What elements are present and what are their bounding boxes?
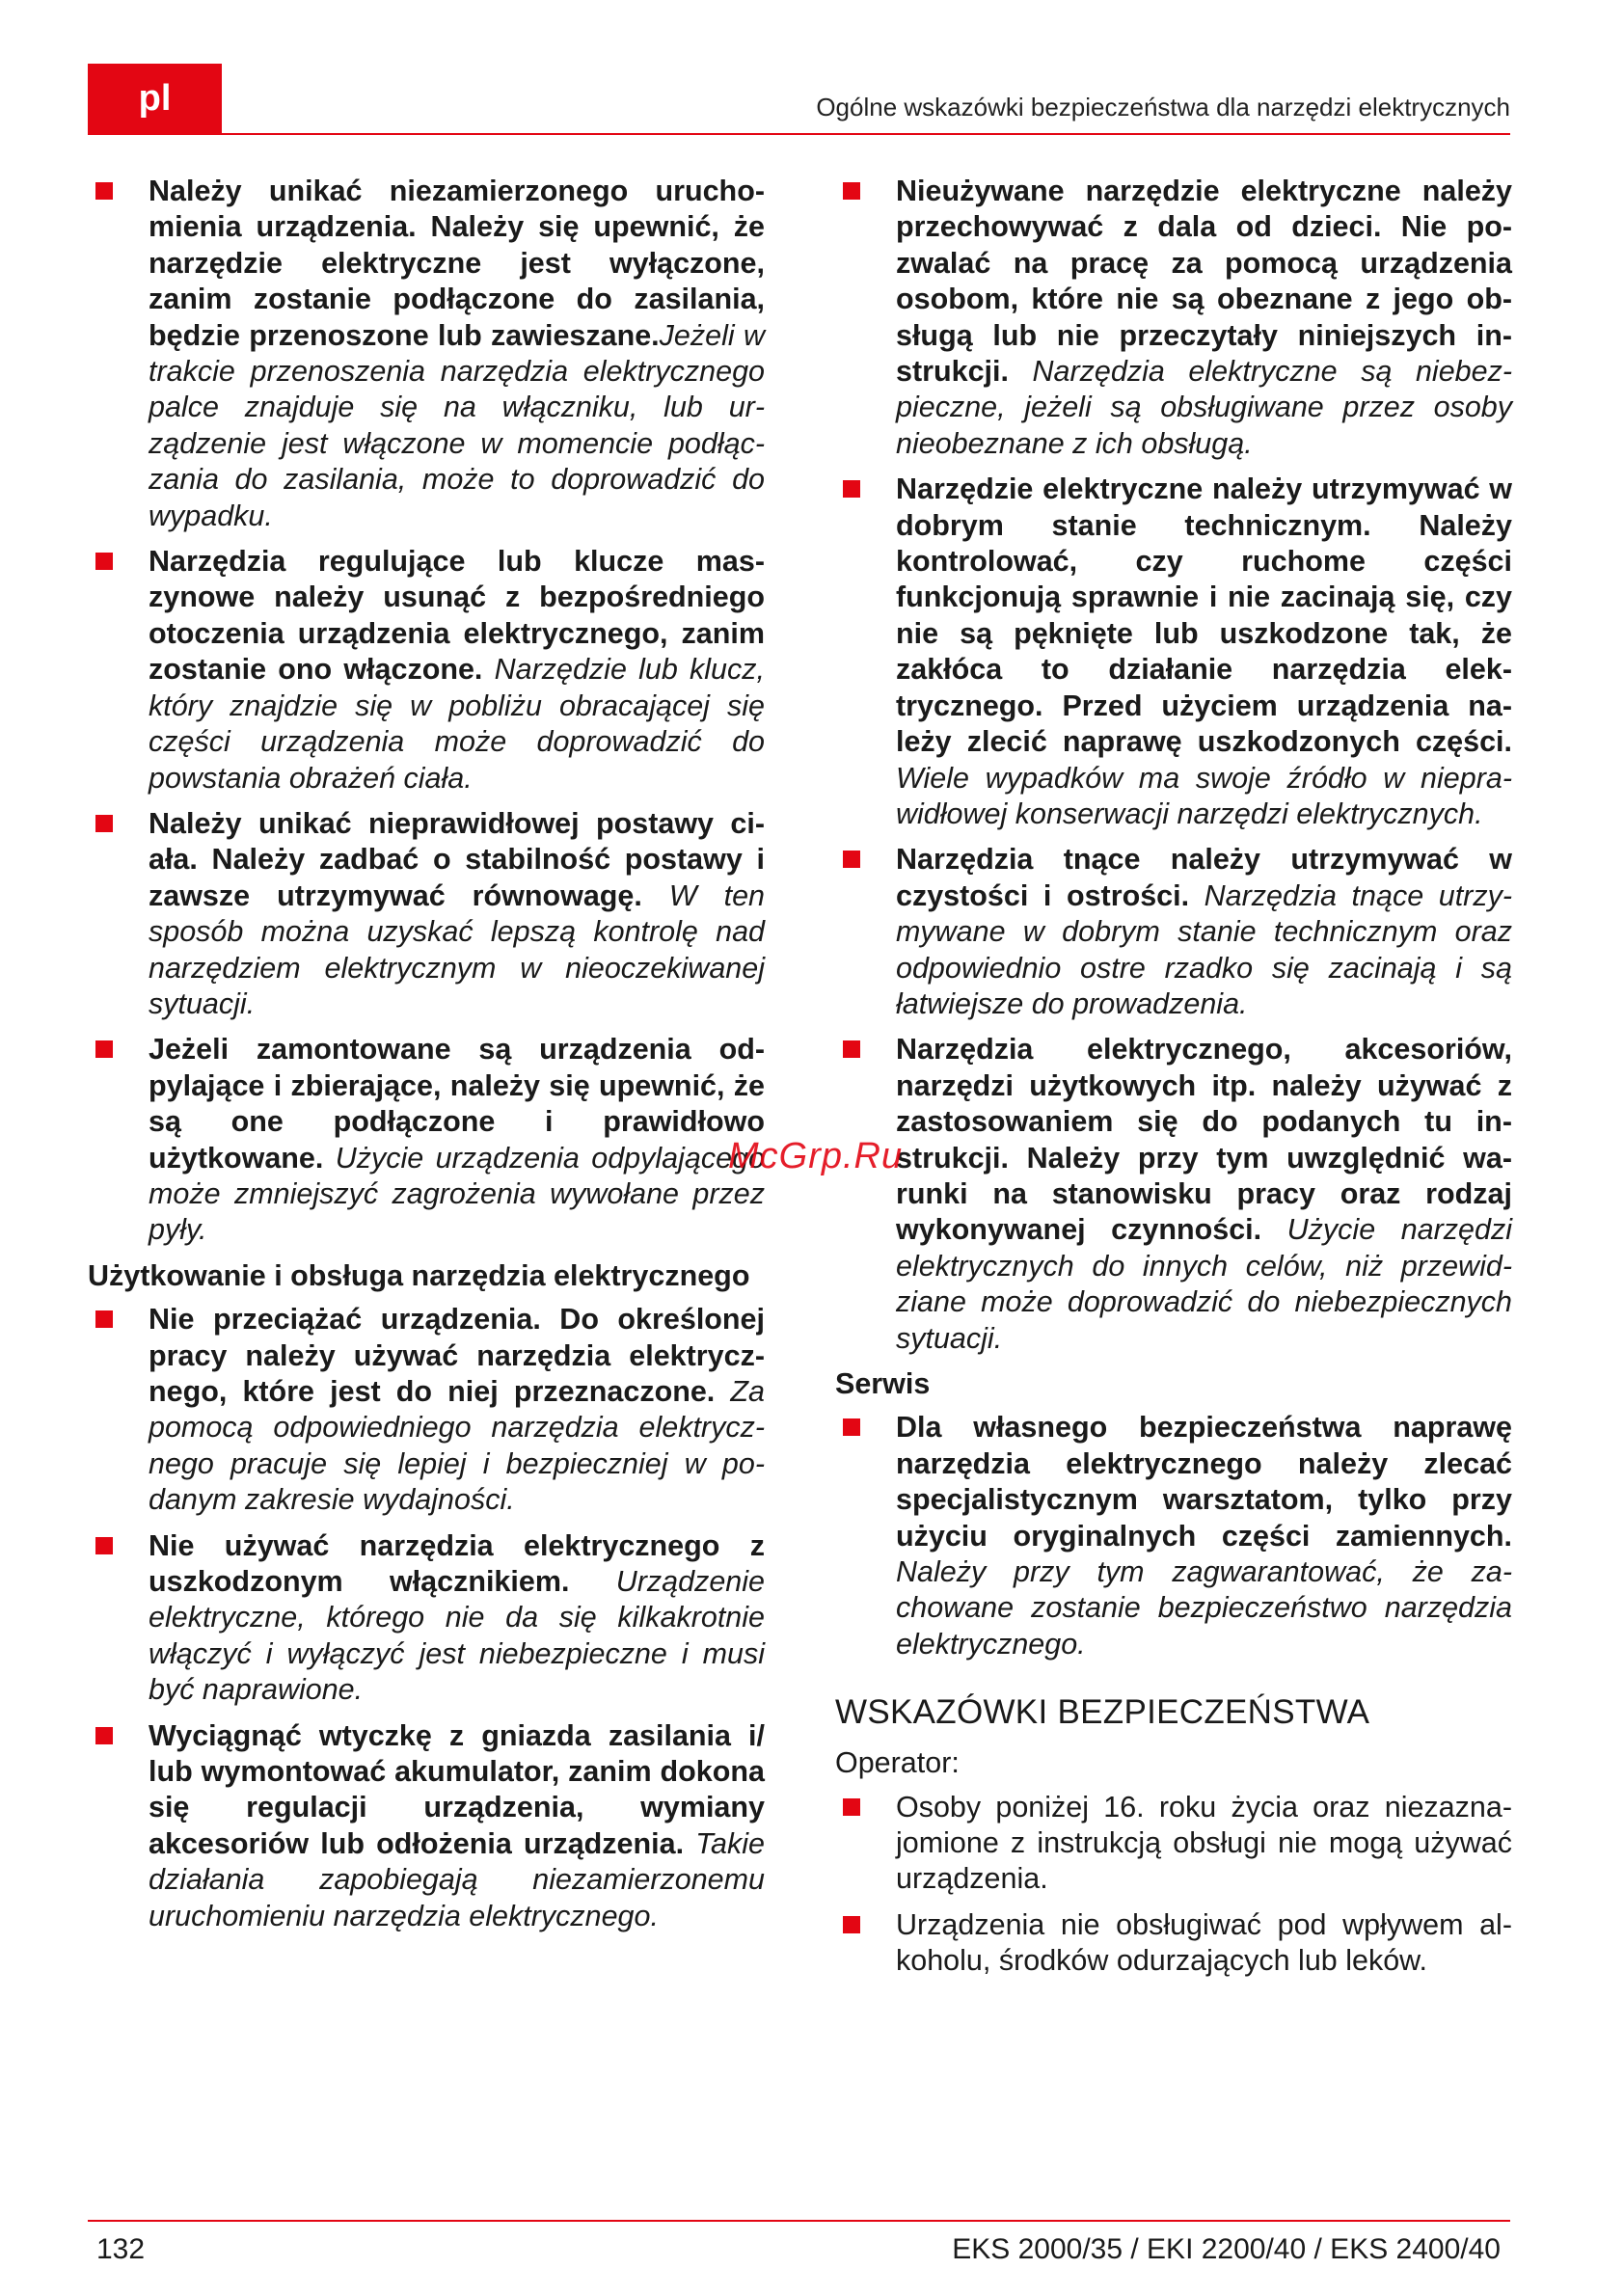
- item-bold-text: Narzędzia tnące należy utrzymywać w czystości i ostrości.: [896, 843, 1512, 912]
- item-italic-text: Użycie narzędzi elektrycznych do innych celów, niż przewidziane może doprowadzić do niebezpiecznych sytuacji.: [896, 1213, 1512, 1355]
- list-item: [88, 544, 765, 797]
- language-tab: pl: [88, 64, 222, 134]
- red-square-bullet-icon: [843, 1418, 860, 1436]
- item-bold-text: Należy unikać niezamierzonego uruchomienia urządzenia. Należy się upewnić, że narzędzie elektryczne jest wyłączone, zanim zostanie podłączone do zasilania, będzie przenoszone lub zawieszane.: [149, 175, 765, 352]
- item-text: Urządzenia nie obsługiwać pod wpływem alkoholu, środków odurzających lub leków.: [896, 1907, 1512, 1978]
- list-item: [88, 806, 765, 1022]
- right-column: [835, 174, 1512, 1989]
- red-square-bullet-icon: [95, 1537, 113, 1554]
- header-divider: [88, 133, 1510, 135]
- item-bold-text: Wyciągnąć wtyczkę z gniazda zasilania i/ lub wymontować akumulator, zanim dokona się regulacji urządzenia, wymiany akcesoriów lub odłożenia urządzenia.: [149, 1718, 765, 1860]
- list-item: [88, 1032, 765, 1248]
- red-square-bullet-icon: [95, 1727, 113, 1744]
- item-italic-text: Takie działania zapobiegają niezamierzonemu uruchomieniu narzędzia elektrycznego.: [149, 1826, 765, 1932]
- red-square-bullet-icon: [95, 553, 113, 570]
- list-item: [88, 1302, 765, 1518]
- red-square-bullet-icon: [843, 1798, 860, 1816]
- footer-divider: [88, 2220, 1510, 2222]
- section-heading-service: Serwis: [835, 1367, 931, 1400]
- list-item: [835, 174, 1512, 462]
- item-italic-text: Należy przy tym zagwarantować, że zachowane zostanie bezpieczeństwo narzędzia elektrycznego.: [896, 1555, 1512, 1661]
- list-item: [88, 1528, 765, 1709]
- item-italic-text: Jeżeli w trakcie przenoszenia narzędzia elektrycznego palce znajduje się na włączniku, lub urządzenie jest włączone w momencie podłączania do zasilania, może to doprowadzić do wypadku.: [149, 318, 766, 532]
- item-italic-text: Urządzenie elektryczne, którego nie da się kilkakrotnie włączyć i wyłączyć jest niebezpieczne i musi być naprawione.: [149, 1565, 765, 1707]
- list-item: [835, 1410, 1512, 1662]
- list-item: [835, 472, 1512, 832]
- model-info: EKS 2000/35 / EKI 2200/40 / EKS 2400/40: [952, 2233, 1501, 2265]
- item-bold-text: Narzędzie elektryczne należy utrzymywać w dobrym stanie technicznym. Należy kontrolować, czy ruchome części funkcjonują sprawnie i nie zacinają się, czy nie są pęknięte lub uszkodzone tak, że zakłóca to działanie narzędzia elektrycznego. Przed użyciem urządzenia należy zlecić naprawę uszkodzonych części.: [896, 473, 1512, 759]
- red-square-bullet-icon: [95, 815, 113, 832]
- red-square-bullet-icon: [95, 182, 113, 200]
- red-square-bullet-icon: [843, 1040, 860, 1058]
- list-item: [88, 174, 765, 534]
- item-bold-text: Narzędzia regulujące lub klucze maszynowe należy usunąć z bezpośredniego otoczenia urządzenia elektrycznego, zanim zostanie ono włączone.: [149, 545, 765, 687]
- red-square-bullet-icon: [843, 851, 860, 868]
- page-number: 132: [96, 2233, 146, 2265]
- section-heading-usage: Użytkowanie i obsługa narzędzia elektrycznego: [88, 1258, 750, 1292]
- red-square-bullet-icon: [95, 1040, 113, 1058]
- item-bold-text: Nie przeciążać urządzenia. Do określonej pracy należy używać narzędzia elektrycznego, które jest do niej przeznaczone.: [149, 1303, 765, 1408]
- item-italic-text: Wiele wypadków ma swoje źródło w nieprawidłowej konserwacji narzędzi elektrycznych.: [896, 761, 1512, 830]
- header-title: Ogólne wskazówki bezpieczeństwa dla narzędzi elektrycznych: [816, 93, 1510, 122]
- list-item: [835, 1907, 1512, 1980]
- watermark: McGrp.Ru: [728, 1136, 904, 1176]
- item-italic-text: W ten sposób można uzyskać lepszą kontrolę nad narzędziem elektrycznym w nieoczekiwanej sytuacji.: [149, 878, 765, 1020]
- item-bold-text: Należy unikać nieprawidłowej postawy ciała. Należy zadbać o stabilność postawy i zawsze utrzymywać równowagę.: [149, 806, 765, 912]
- list-item: [835, 842, 1512, 1022]
- item-text: Osoby poniżej 16. roku życia oraz niezaznajomione z instrukcją obsługi nie mogą używać urządzenia.: [896, 1790, 1512, 1896]
- item-bold-text: Dla własnego bezpieczeństwa naprawę narzędzia elektrycznego należy zlecać specjalistycznym warsztatom, tylko przy użyciu oryginalnych części zamiennych.: [896, 1411, 1512, 1553]
- red-square-bullet-icon: [843, 182, 860, 200]
- red-square-bullet-icon: [95, 1310, 113, 1328]
- item-bold-text: Jeżeli zamontowane są urządzenia odpylające i zbierające, należy się upewnić, że są one podłączone i prawidłowo użytkowane.: [149, 1033, 765, 1175]
- item-italic-text: Narzędzie lub klucz, który znajdzie się w pobliżu obracającej się części urządzenia może doprowadzić do powstania obrażeń ciała.: [149, 653, 765, 795]
- item-bold-text: Narzędzia elektrycznego, akcesoriów, narzędzi użytkowych itp. należy używać z zastosowaniem się do podanych tu instrukcji. Należy przy tym uwzględnić warunki na stanowisku pracy oraz rodzaj wykonywanej czynności.: [896, 1033, 1512, 1247]
- item-bold-text: Nieużywane narzędzie elektryczne należy przechowywać z dala od dzieci. Nie pozwalać na pracę za pomocą urządzenia osobom, które nie są obeznane z jego obsługą lub nie przeczytały niniejszych instrukcji.: [896, 175, 1512, 389]
- operator-label: Operator:: [835, 1746, 960, 1780]
- list-item: [835, 1032, 1512, 1357]
- left-column: [88, 174, 765, 1944]
- red-square-bullet-icon: [843, 1916, 860, 1933]
- item-italic-text: Użycie urządzenia odpylającego może zmniejszyć zagrożenia wywołane przez pyły.: [149, 1141, 765, 1247]
- item-italic-text: Narzędzia tnące utrzymywane w dobrym stanie technicznym oraz odpowiednio ostre rzadko się zacinają i są łatwiejsze do prowadzenia.: [896, 878, 1512, 1020]
- list-item: [88, 1718, 765, 1934]
- item-italic-text: Za pomocą odpowiedniego narzędzia elektrycznego pracuje się lepiej i bezpieczniej w podanym zakresie wydajności.: [149, 1375, 765, 1517]
- section-heading-safety: WSKAZÓWKI BEZPIECZEŃSTWA: [835, 1693, 1370, 1732]
- item-bold-text: Nie używać narzędzia elektrycznego z uszkodzonym włącznikiem.: [149, 1528, 765, 1599]
- red-square-bullet-icon: [843, 480, 860, 498]
- item-italic-text: Narzędzia elektryczne są niebezpieczne, jeżeli są obsługiwane przez osoby nieobeznane z ich obsługą.: [896, 355, 1513, 460]
- list-item: [835, 1790, 1512, 1898]
